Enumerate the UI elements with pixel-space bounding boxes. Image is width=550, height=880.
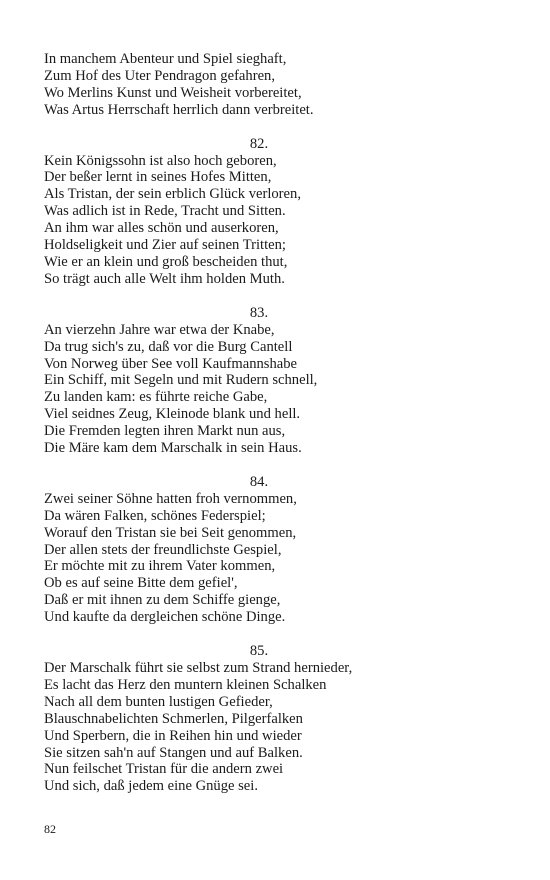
- stanza-number: 82.: [249, 135, 269, 152]
- stanza-83: [44, 305, 504, 457]
- poem-text: [44, 51, 504, 795]
- verse-line: Der Marschalk führt sie selbst zum Strand hernieder,: [44, 660, 353, 676]
- verse-line: Ein Schiff, mit Segeln und mit Rudern schnell,: [44, 372, 318, 389]
- verse-line: Da trug sich's zu, daß vor die Burg Cantell: [44, 338, 293, 355]
- verse-line: An ihm war alles schön und auserkoren,: [44, 220, 279, 237]
- verse-line: Wie er an klein und groß bescheiden thut,: [44, 253, 288, 270]
- verse-line: Von Norweg über See voll Kaufmannshabe: [44, 355, 298, 372]
- stanza-number: 83.: [249, 304, 269, 321]
- verse-line: Er möchte mit zu ihrem Vater kommen,: [44, 558, 276, 575]
- verse-line: Blauschnabelichten Schmerlen, Pilgerfalken: [44, 710, 303, 727]
- verse-line: Als Tristan, der sein erblich Glück verloren,: [44, 186, 301, 203]
- verse-line: Zu landen kam: es führte reiche Gabe,: [44, 389, 268, 406]
- verse-line: Was adlich ist in Rede, Tracht und Sitten.: [44, 203, 286, 220]
- verse-line: In manchem Abenteur und Spiel sieghaft,: [44, 51, 287, 67]
- verse-line: Daß er mit ihnen zu dem Schiffe gienge,: [44, 592, 281, 609]
- verse-line: Es lacht das Herz den muntern kleinen Schalken: [44, 676, 327, 693]
- stanza-82: [44, 136, 504, 288]
- verse-line: Wo Merlins Kunst und Weisheit vorbereitet,: [44, 84, 302, 101]
- verse-line: Und sich, daß jedem eine Gnüge sei.: [44, 778, 258, 795]
- stanza-85: [44, 643, 504, 795]
- verse-line: Viel seidnes Zeug, Kleinode blank und hell.: [44, 406, 301, 423]
- verse-line: Nun feilschet Tristan für die andern zwei: [44, 761, 284, 778]
- verse-line: An vierzehn Jahre war etwa der Knabe,: [44, 321, 275, 338]
- verse-line: Die Märe kam dem Marschalk in sein Haus.: [44, 440, 302, 457]
- verse-line: Die Fremden legten ihren Markt nun aus,: [44, 423, 286, 440]
- verse-line: Holdseligkeit und Zier auf seinen Tritten;: [44, 237, 286, 254]
- verse-line: So trägt auch alle Welt ihm holden Muth.: [44, 270, 285, 287]
- opening-lines: [44, 51, 504, 119]
- verse-line: Zum Hof des Uter Pendragon gefahren,: [44, 67, 275, 84]
- stanza-number: 84.: [249, 473, 269, 490]
- verse-line: Der allen stets der freundlichste Gespiel,: [44, 541, 282, 558]
- verse-line: Nach all dem bunten lustigen Gefieder,: [44, 693, 273, 710]
- verse-line: Da wären Falken, schönes Federspiel;: [44, 507, 266, 524]
- verse-line: Ob es auf seine Bitte dem gefiel',: [44, 575, 238, 592]
- verse-line: Und Sperbern, die in Reihen hin und wieder: [44, 727, 302, 744]
- verse-line: Zwei seiner Söhne hatten froh vernommen,: [44, 490, 297, 507]
- page-number: 82: [44, 822, 56, 836]
- verse-line: Und kaufte da dergleichen schöne Dinge.: [44, 609, 286, 626]
- verse-line: Worauf den Tristan sie bei Seit genommen,: [44, 524, 297, 541]
- verse-line: Der beßer lernt in seines Hofes Mitten,: [44, 169, 272, 186]
- verse-line: Kein Königssohn ist also hoch geboren,: [44, 152, 277, 169]
- stanza-84: [44, 474, 504, 626]
- verse-line: Was Artus Herrschaft herrlich dann verbreitet.: [44, 101, 314, 118]
- verse-line: Sie sitzen sah'n auf Stangen und auf Balken.: [44, 744, 303, 761]
- stanza-number: 85.: [249, 643, 269, 660]
